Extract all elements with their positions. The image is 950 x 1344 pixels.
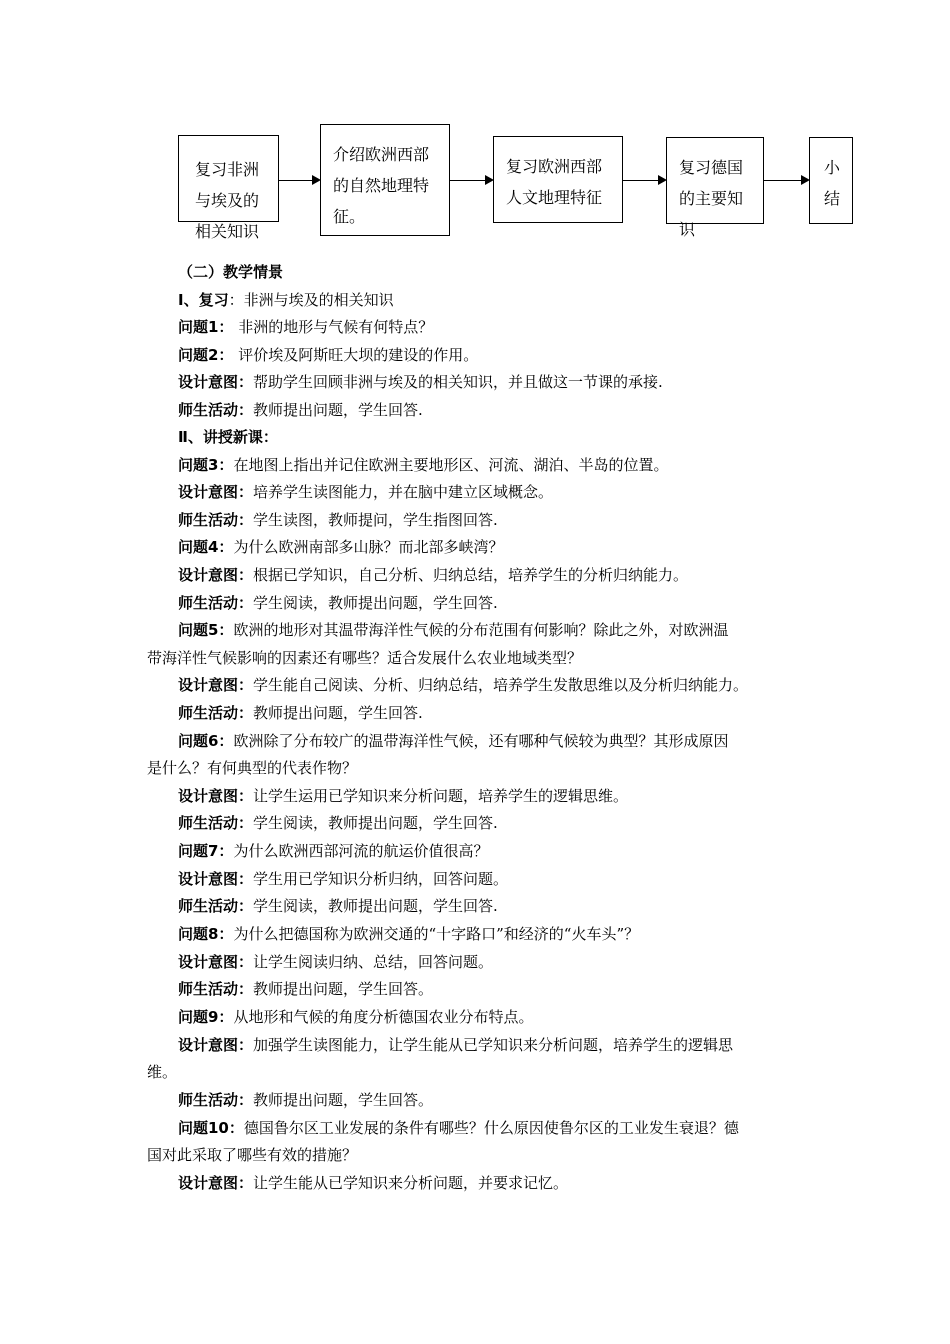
activity-text: 教师提出问题，学生回答。 (253, 1091, 434, 1109)
activity-3 (178, 510, 498, 530)
activity-text: 学生阅读，教师提出问题，学生回答. (253, 814, 498, 832)
flow-box-west-europe-physical: 介绍欧洲西部 的自然地理特 征。 (320, 124, 450, 236)
intent-text: 学生用已学知识分析归纳，回答问题。 (253, 870, 509, 888)
question-7 (178, 841, 488, 861)
question-6 (178, 731, 728, 751)
question-text: 在地图上指出并记住欧洲主要地形区、河流、湖泊、半岛的位置。 (233, 456, 669, 474)
question-text: 非洲的地形与气候有何特点？ (233, 318, 434, 336)
question-label: 问题9： (178, 1008, 234, 1026)
question-8 (178, 924, 639, 944)
design-intent-9-cont: 维。 (147, 1063, 178, 1081)
intent-label: 设计意图： (178, 676, 254, 694)
design-intent-8 (178, 952, 493, 972)
question-5 (178, 620, 728, 640)
question-9 (178, 1007, 533, 1027)
intent-text: 让学生能从已学知识来分析问题，并要求记忆。 (253, 1174, 569, 1192)
new-lesson-heading: Ⅱ、讲授新课： (178, 428, 278, 446)
intent-text: 帮助学生回顾非洲与埃及的相关知识，并且做这一节课的承接. (253, 373, 663, 391)
activity-1 (178, 400, 423, 420)
flow-box-summary: 小 结 (809, 137, 853, 224)
intent-text: 培养学生读图能力，并在脑中建立区域概念。 (253, 483, 554, 501)
intent-text: 根据已学知识，自己分析、归纳总结，培养学生的分析归纳能力。 (253, 566, 689, 584)
flow-arrow (623, 180, 665, 181)
question-10-cont: 国对此采取了哪些有效的措施？ (147, 1146, 358, 1164)
question-1 (178, 317, 433, 337)
question-label: 问题10： (178, 1119, 244, 1137)
activity-text: 教师提出问题，学生回答。 (253, 980, 434, 998)
activity-label: 师生活动： (178, 814, 254, 832)
flow-box-germany: 复习德国 的主要知 识 (666, 137, 764, 224)
question-text: 为什么把德国称为欧洲交通的“十字路口”和经济的“火车头”？ (233, 925, 640, 943)
design-intent-4 (178, 565, 688, 585)
design-intent-1 (178, 372, 663, 392)
activity-label: 师生活动： (178, 980, 254, 998)
activity-6 (178, 813, 498, 833)
flow-box-review-africa: 复习非洲 与埃及的 相关知识 (178, 135, 279, 222)
design-intent-7 (178, 869, 508, 889)
activity-7 (178, 896, 498, 916)
question-text: 欧洲除了分布较广的温带海洋性气候，还有哪种气候较为典型？其形成原因 (233, 732, 729, 750)
question-text: 为什么欧洲西部河流的航运价值很高？ (233, 842, 489, 860)
activity-label: 师生活动： (178, 594, 254, 612)
activity-label: 师生活动： (178, 511, 254, 529)
question-label: 问题6： (178, 732, 234, 750)
question-text: 评价埃及阿斯旺大坝的建设的作用。 (233, 346, 479, 364)
flow-arrow (279, 180, 319, 181)
activity-label: 师生活动： (178, 401, 254, 419)
question-text: 德国鲁尔区工业发展的条件有哪些？什么原因使鲁尔区的工业发生衰退？德 (243, 1119, 739, 1137)
question-label: 问题5： (178, 621, 234, 639)
flow-box-west-europe-human: 复习欧洲西部 人文地理特征 (493, 136, 623, 223)
activity-8 (178, 979, 433, 999)
review-text: ：非洲与埃及的相关知识 (228, 291, 394, 309)
activity-5 (178, 703, 423, 723)
review-line (178, 290, 394, 310)
intent-text: 加强学生读图能力，让学生能从已学知识来分析问题，培养学生的逻辑思 (253, 1036, 734, 1054)
flow-arrow (450, 180, 492, 181)
intent-label: 设计意图： (178, 1174, 254, 1192)
activity-text: 教师提出问题，学生回答. (253, 704, 423, 722)
question-label: 问题7： (178, 842, 234, 860)
activity-text: 教师提出问题，学生回答. (253, 401, 423, 419)
review-label: Ⅰ、复习 (178, 291, 229, 309)
intent-text: 让学生运用已学知识来分析问题，培养学生的逻辑思维。 (253, 787, 629, 805)
design-intent-3 (178, 482, 553, 502)
design-intent-6 (178, 786, 628, 806)
activity-label: 师生活动： (178, 897, 254, 915)
design-intent-5 (178, 675, 748, 695)
question-2 (178, 345, 478, 365)
question-4 (178, 537, 503, 557)
question-text: 从地形和气候的角度分析德国农业分布特点。 (233, 1008, 534, 1026)
intent-label: 设计意图： (178, 1036, 254, 1054)
question-label: 问题1： (178, 318, 234, 336)
question-text: 为什么欧洲南部多山脉？而北部多峡湾？ (233, 538, 504, 556)
question-label: 问题2： (178, 346, 234, 364)
question-label: 问题4： (178, 538, 234, 556)
question-10 (178, 1118, 739, 1138)
activity-label: 师生活动： (178, 1091, 254, 1109)
activity-text: 学生读图，教师提问，学生指图回答. (253, 511, 498, 529)
intent-text: 学生能自己阅读、分析、归纳总结，培养学生发散思维以及分析归纳能力。 (253, 676, 749, 694)
intent-label: 设计意图： (178, 787, 254, 805)
flow-arrow (764, 180, 808, 181)
question-6-cont: 是什么？有何典型的代表作物？ (147, 759, 358, 777)
intent-text: 让学生阅读归纳、总结，回答问题。 (253, 953, 494, 971)
question-5-cont: 带海洋性气候影响的因素还有哪些？适合发展什么农业地域类型？ (147, 649, 583, 667)
intent-label: 设计意图： (178, 870, 254, 888)
intent-label: 设计意图： (178, 373, 254, 391)
question-3 (178, 455, 668, 475)
design-intent-9 (178, 1035, 733, 1055)
intent-label: 设计意图： (178, 953, 254, 971)
activity-4 (178, 593, 498, 613)
intent-label: 设计意图： (178, 566, 254, 584)
question-text: 欧洲的地形对其温带海洋性气候的分布范围有何影响？除此之外，对欧洲温 (233, 621, 729, 639)
activity-label: 师生活动： (178, 704, 254, 722)
activity-text: 学生阅读，教师提出问题，学生回答. (253, 897, 498, 915)
intent-label: 设计意图： (178, 483, 254, 501)
design-intent-10 (178, 1173, 568, 1193)
activity-text: 学生阅读，教师提出问题，学生回答. (253, 594, 498, 612)
question-label: 问题8： (178, 925, 234, 943)
section-title: （二）教学情景 (178, 263, 284, 281)
question-label: 问题3： (178, 456, 234, 474)
activity-9 (178, 1090, 433, 1110)
